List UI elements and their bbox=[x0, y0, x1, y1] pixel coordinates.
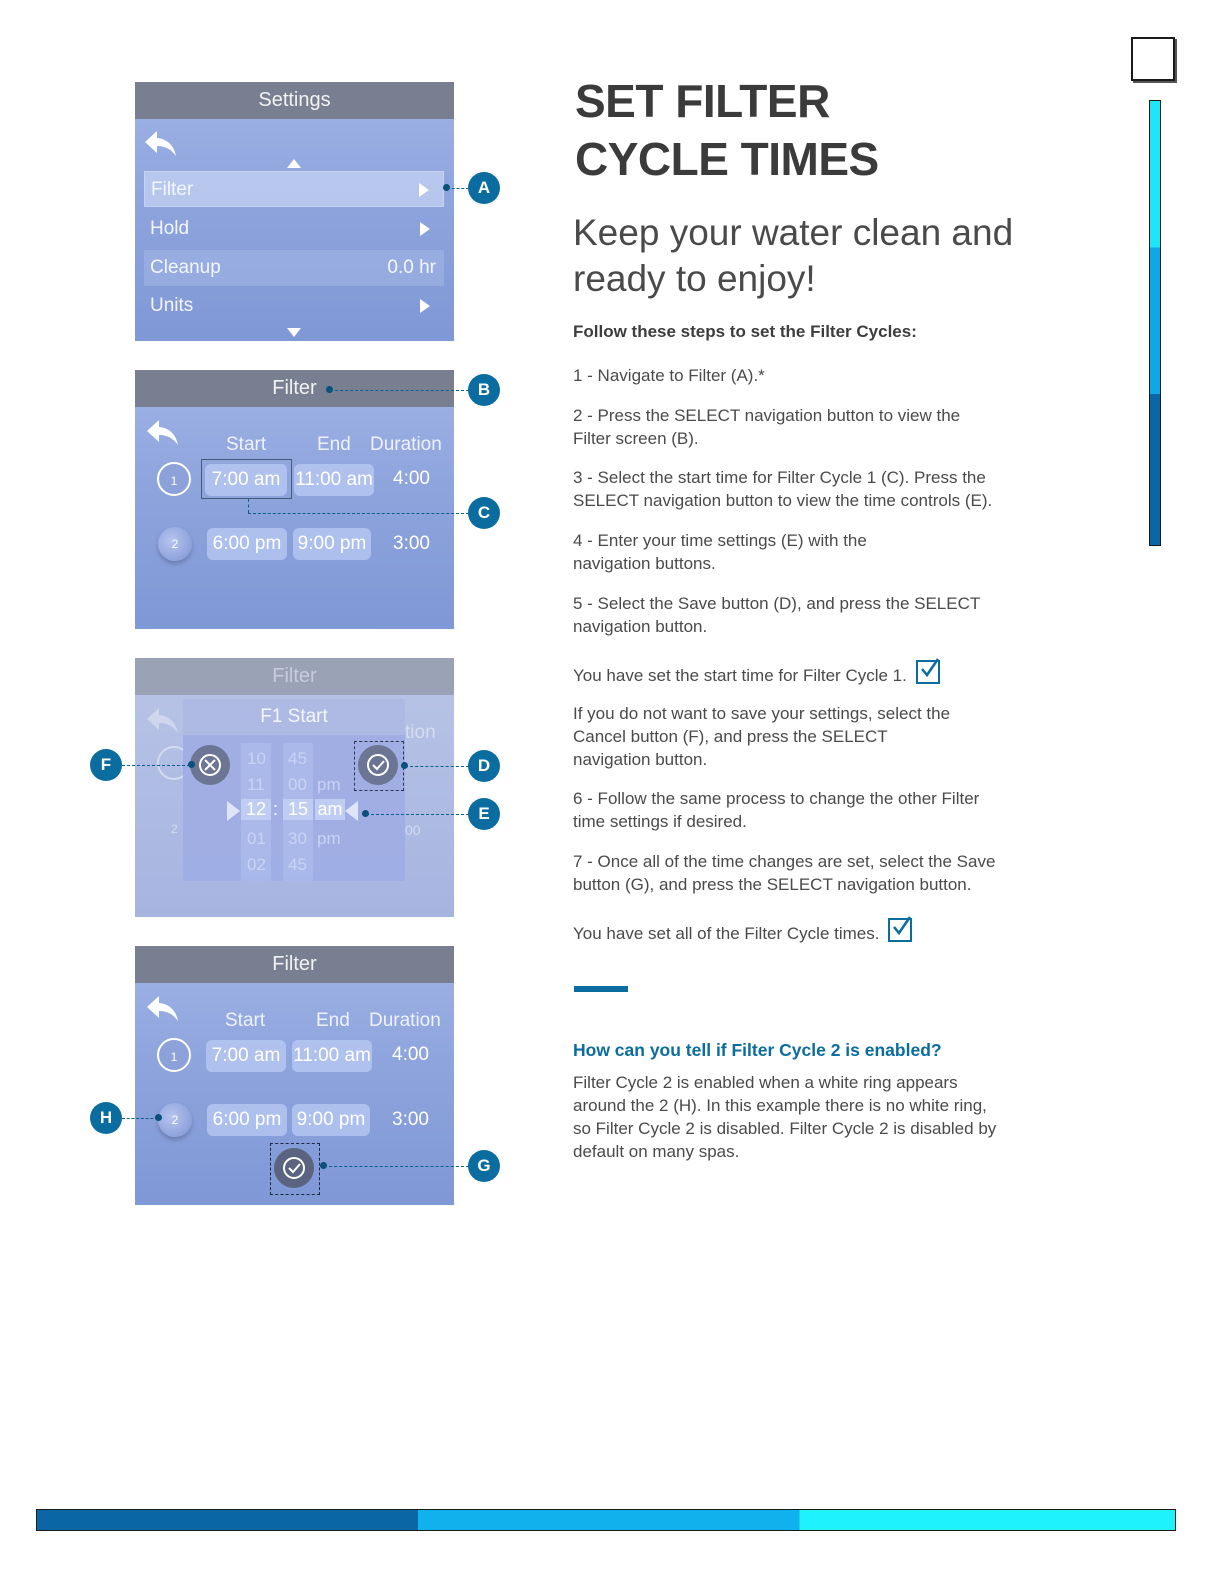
menu-item-hold[interactable] bbox=[144, 211, 444, 247]
scroll-up-icon[interactable] bbox=[287, 159, 301, 168]
filter-header bbox=[135, 370, 454, 407]
cancel-note: If you do not want to save your settings, select the Cancel button (F), and press the SELECT navigation button. bbox=[573, 704, 951, 769]
save-highlight bbox=[270, 1143, 320, 1195]
callout-d: D bbox=[468, 750, 500, 782]
background-cycle-2: 2 bbox=[171, 822, 178, 836]
column-duration: Duration bbox=[370, 434, 442, 455]
callout-f: F bbox=[90, 749, 122, 781]
menu-item-filter[interactable] bbox=[144, 171, 444, 207]
callout-b: B bbox=[468, 374, 500, 406]
step-7: 7 - Once all of the time changes are set, select the Save button (G), and press the SELECT navigation button. bbox=[573, 852, 996, 894]
faq-answer: Filter Cycle 2 is enabled when a white ring appears around the 2 (H). In this example there is no white ring, so Filter Cycle 2 is disabled. Filter Cycle 2 is disabled by default on many spas. bbox=[573, 1073, 997, 1161]
minute-column[interactable] bbox=[283, 743, 313, 881]
time-picker-screen bbox=[135, 658, 454, 917]
cycle-1-duration: 4:00 bbox=[393, 468, 430, 489]
confirm-all-cycles bbox=[573, 918, 1003, 945]
page-title-line: CYCLE TIMES bbox=[575, 133, 879, 185]
cycle-1-duration: 4:00 bbox=[392, 1044, 429, 1065]
column-start: Start bbox=[225, 1010, 266, 1031]
chevron-right-icon bbox=[420, 299, 430, 313]
hour-column[interactable] bbox=[241, 743, 271, 881]
callout-c: C bbox=[468, 497, 500, 529]
column-end: End bbox=[316, 1010, 350, 1031]
cycle-2-start-time[interactable]: 6:00 pm bbox=[207, 1104, 287, 1136]
leader-dot bbox=[155, 1114, 162, 1121]
column-end: End bbox=[317, 434, 351, 455]
filter-screen bbox=[135, 370, 454, 629]
steps-intro: Follow these steps to set the Filter Cycles: bbox=[573, 322, 917, 341]
filter-header: Filter bbox=[135, 946, 454, 983]
hour-selected: 12 bbox=[241, 799, 271, 820]
cycle-1-start-time[interactable]: 7:00 am bbox=[206, 1040, 286, 1072]
confirm-cycle-1-text: You have set the start time for Filter Cycle 1. bbox=[573, 666, 907, 685]
column-duration: Duration bbox=[369, 1010, 441, 1031]
step-1: 1 - Navigate to Filter (A).* bbox=[573, 366, 765, 385]
settings-screen bbox=[135, 82, 454, 341]
leader-line-e bbox=[366, 814, 469, 815]
cycle-2-indicator: 2 bbox=[158, 527, 192, 561]
cycle-2-end-time[interactable]: 9:00 pm bbox=[293, 528, 371, 560]
leader-line-a bbox=[447, 188, 469, 189]
hour-option: 10 bbox=[247, 749, 266, 768]
cycle-1-start-time[interactable]: 7:00 am bbox=[205, 464, 287, 496]
menu-item-label: Filter bbox=[151, 179, 194, 200]
selection-highlight bbox=[201, 459, 292, 499]
leader-line-c bbox=[248, 513, 469, 514]
cycle-2-start-time[interactable]: 6:00 pm bbox=[207, 528, 287, 560]
section-divider bbox=[574, 986, 628, 992]
back-arrow-icon bbox=[145, 706, 181, 736]
leader-line-d bbox=[405, 766, 469, 767]
callout-g: G bbox=[468, 1150, 500, 1182]
menu-item-label: Cleanup bbox=[150, 257, 221, 278]
leader-dot bbox=[188, 761, 195, 768]
menu-item-label: Hold bbox=[150, 218, 190, 239]
time-picker-popup bbox=[183, 699, 405, 881]
time-separator: : bbox=[273, 799, 279, 819]
minute-option: 30 bbox=[288, 829, 307, 848]
leader-line-b bbox=[330, 390, 469, 391]
save-highlight bbox=[354, 741, 404, 791]
ampm-column[interactable] bbox=[317, 743, 345, 853]
side-color-bar bbox=[1149, 100, 1161, 546]
cycle-1-indicator: 1 bbox=[157, 462, 191, 496]
page-corner-box bbox=[1131, 37, 1175, 81]
cycle-2-duration: 3:00 bbox=[392, 1109, 429, 1130]
minute-option: 45 bbox=[288, 855, 307, 874]
leader-line-g bbox=[324, 1166, 469, 1167]
filter-header-title: Filter bbox=[272, 377, 317, 399]
hour-option: 02 bbox=[247, 855, 266, 874]
menu-item-units[interactable] bbox=[144, 288, 444, 324]
cycle-1-indicator: 1 bbox=[157, 1038, 191, 1072]
page-title bbox=[575, 72, 879, 188]
callout-e: E bbox=[468, 798, 500, 830]
background-duration: 00 bbox=[405, 822, 421, 838]
step-4: 4 - Enter your time settings (E) with the navigation buttons. bbox=[573, 531, 867, 573]
checkbox-checked-icon bbox=[888, 918, 912, 942]
bottom-color-bar bbox=[36, 1509, 1176, 1531]
chevron-right-icon bbox=[420, 222, 430, 236]
minute-option: 45 bbox=[288, 749, 307, 768]
subtitle-line: ready to enjoy! bbox=[573, 258, 816, 299]
hour-option: 11 bbox=[247, 775, 265, 794]
cycle-2-indicator: 2 bbox=[158, 1103, 192, 1137]
cycle-1-end-time[interactable]: 11:00 am bbox=[294, 464, 374, 496]
step-2: 2 - Press the SELECT navigation button to view the Filter screen (B). bbox=[573, 406, 961, 448]
chevron-right-icon bbox=[419, 183, 429, 197]
cycle-2-duration: 3:00 bbox=[393, 533, 430, 554]
settings-header: Settings bbox=[135, 82, 454, 119]
leader-line-c-vertical bbox=[248, 499, 249, 513]
subtitle-line: Keep your water clean and bbox=[573, 212, 1014, 253]
menu-item-label: Units bbox=[150, 295, 194, 316]
page-subtitle bbox=[573, 210, 1013, 302]
cancel-icon bbox=[190, 745, 230, 785]
ampm-option: pm bbox=[317, 829, 341, 848]
back-arrow-icon[interactable] bbox=[145, 418, 181, 448]
page-title-line: SET FILTER bbox=[575, 75, 830, 127]
confirm-all-cycles-text: You have set all of the Filter Cycle times. bbox=[573, 924, 880, 943]
column-start: Start bbox=[226, 434, 267, 455]
cycle-1-end-time[interactable]: 11:00 am bbox=[292, 1040, 372, 1072]
hour-option: 01 bbox=[247, 829, 266, 848]
menu-item-value: 0.0 hr bbox=[387, 257, 436, 278]
leader-line-h bbox=[122, 1118, 158, 1119]
scroll-down-icon[interactable] bbox=[287, 328, 301, 337]
background-column-text: tion bbox=[405, 722, 436, 743]
step-6: 6 - Follow the same process to change the other Filter time settings if desired. bbox=[573, 789, 980, 831]
confirm-cycle-1 bbox=[573, 660, 1003, 687]
faq-question: How can you tell if Filter Cycle 2 is enabled? bbox=[573, 1040, 942, 1060]
cycle-2-end-time[interactable]: 9:00 pm bbox=[292, 1104, 370, 1136]
popup-title-bar bbox=[183, 699, 405, 735]
checkbox-checked-icon bbox=[916, 660, 940, 684]
leader-line-f bbox=[122, 765, 190, 766]
step-5: 5 - Select the Save button (D), and press the SELECT navigation button. bbox=[573, 594, 980, 636]
minute-selected: 15 bbox=[283, 799, 313, 820]
filter-header-dimmed: Filter bbox=[135, 658, 454, 695]
back-arrow-icon[interactable] bbox=[143, 129, 179, 159]
callout-h: H bbox=[90, 1102, 122, 1134]
cancel-button[interactable] bbox=[190, 745, 230, 785]
step-3: 3 - Select the start time for Filter Cycle 1 (C). Press the SELECT navigation button to view the time controls (E). bbox=[573, 468, 993, 510]
ampm-selected: am bbox=[315, 799, 345, 820]
callout-a: A bbox=[468, 172, 500, 204]
minute-option: 00 bbox=[288, 775, 307, 794]
ampm-option: pm bbox=[317, 775, 341, 794]
popup-title: F1 Start bbox=[260, 706, 328, 727]
back-arrow-icon[interactable] bbox=[145, 994, 181, 1024]
picker-right-arrow-icon[interactable] bbox=[345, 801, 358, 821]
picker-left-arrow-icon[interactable] bbox=[227, 801, 240, 821]
menu-item-cleanup[interactable] bbox=[144, 250, 444, 286]
